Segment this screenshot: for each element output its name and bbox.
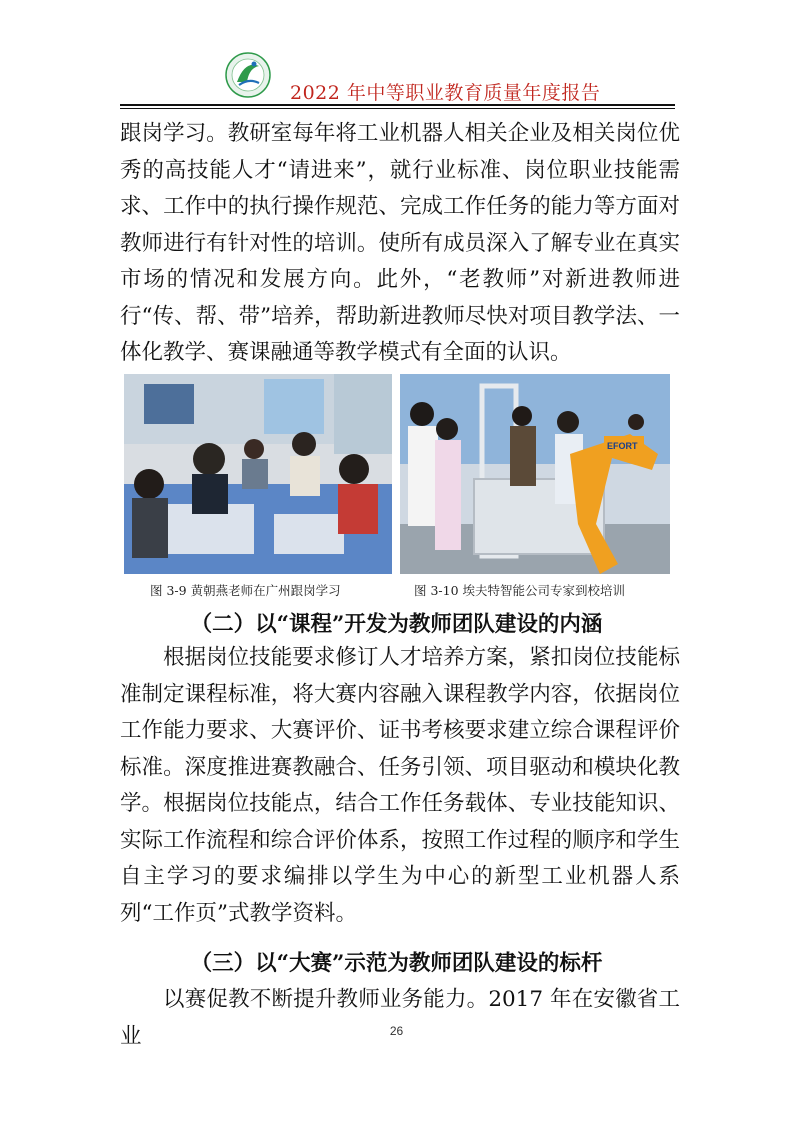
figure-3-10-photo: [400, 374, 670, 574]
school-emblem-icon: [225, 52, 271, 98]
figure-3-9-caption: 图 3-9 黄朝燕老师在广州跟岗学习: [150, 583, 341, 598]
paragraph-competition: 以赛促教不断提升教师业务能力。2017 年在安徽省工业: [120, 987, 680, 1049]
figure-3-9-photo: [124, 374, 392, 574]
section-heading-competition: （三）以“大赛”示范为教师团队建设的标杆: [190, 951, 603, 976]
header-divider: [120, 104, 675, 106]
figure-3-10-caption: 图 3-10 埃夫特智能公司专家到校培训: [414, 583, 626, 598]
robot-brand-label: EFORT: [607, 441, 638, 451]
report-title: 2022 年中等职业教育质量年度报告: [290, 82, 601, 104]
page-number: 26: [389, 1024, 404, 1038]
paragraph-curriculum: 根据岗位技能要求修订人才培养方案，紧扣岗位技能标准制定课程标准，将大赛内容融入课程教学内容，依据岗位工作能力要求、大赛评价、证书考核要求建立综合课程评价标准。深度推进赛教融合、任务引领、项目驱动和模块化教学。根据岗位技能点，结合工作任务载体、专业技能知识、实际工作流程和综合评价体系，按照工作过程的顺序和学生自主学习的要求编排以学生为中心的新型工业机器人系列“工作页”式教学资料。: [120, 645, 680, 926]
paragraph-training: 跟岗学习。教研室每年将工业机器人相关企业及相关岗位优秀的高技能人才“请进来”，就行业标准、岗位职业技能需求、工作中的执行操作规范、完成工作任务的能力等方面对教师进行有针对性的培训。使所有成员深入了解专业在真实市场的情况和发展方向。此外，“老教师”对新进教师进行“传、帮、带”培养，帮助新进教师尽快对项目教学法、一体化教学、赛课融通等教学模式有全面的认识。: [120, 121, 680, 365]
page-header: [0, 0, 793, 110]
section-heading-curriculum: （二）以“课程”开发为教师团队建设的内涵: [190, 612, 603, 637]
header-divider-thin: [120, 108, 675, 109]
